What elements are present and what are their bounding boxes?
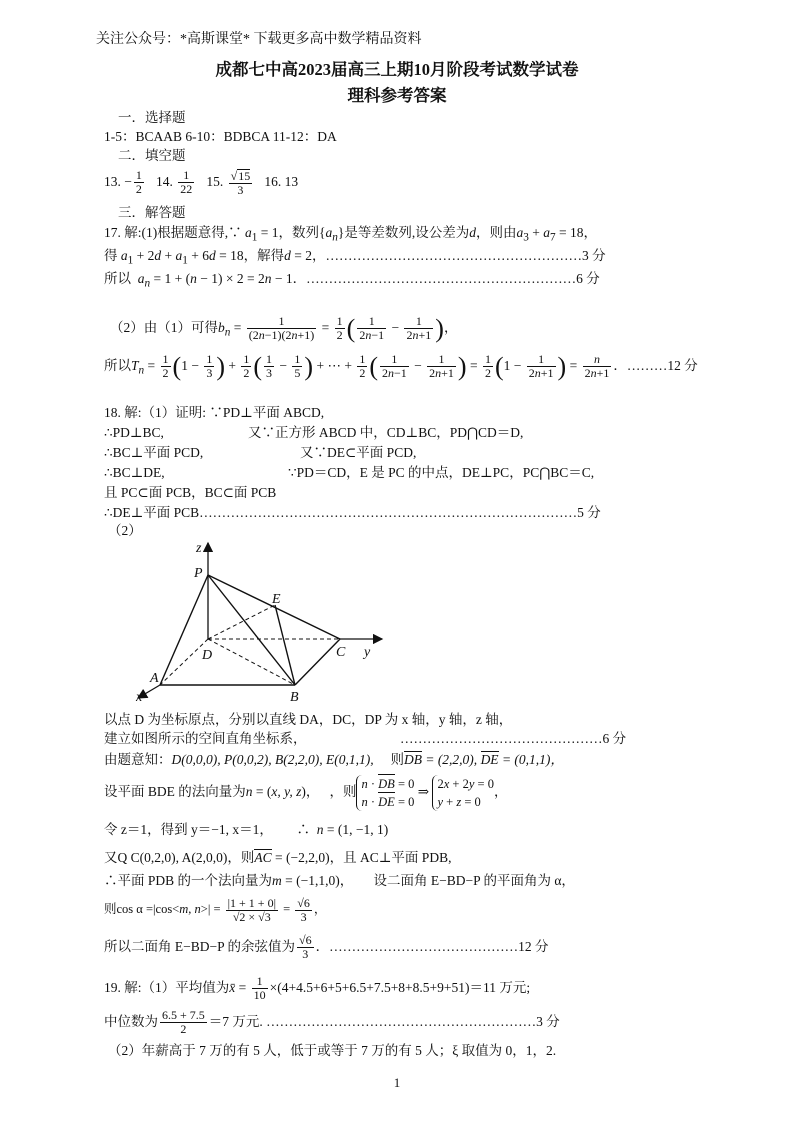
p18-line12: 令 z＝1，得到 y＝−1, x＝1， ∴ n = (1, −1, 1): [104, 822, 389, 837]
p19-line3: （2）年薪高于 7 万的有 5 人，低于或等于 7 万的有 5 人；ξ 取值为 0，1，2.: [108, 1043, 557, 1058]
label-B: B: [290, 690, 299, 705]
p18-line2b: 又∵正方形 ABCD 中，CD⊥BC，PD⋂CD＝D,: [248, 425, 524, 440]
p18-line7: （2）: [108, 523, 142, 538]
p18-line14: ∴平面 PDB 的一个法向量为m = (−1,1,0)， 设二面角 E−BD−P 的平面角为 α，: [104, 873, 575, 888]
label-A: A: [150, 671, 159, 686]
mc-answers: 1-5：BCAAB 6-10：BDBCA 11-12：DA: [104, 129, 337, 144]
p18-line3b: 又∵DE⊂平面 PCD,: [300, 445, 417, 460]
p17-line4: （2）由（1）可得$b_n$ = $\frac{1}{(2n-1)(2n+1)}$ = $\frac{1}{2}$ ( $\frac{1}{2n-1}$ − $\frac{1}{2n+1}$ )，: [110, 313, 458, 343]
p17-line2: 得 $a_1 + 2d + a_1 + 6d = 18$，解得d = 2，…………………………………………………3 分: [104, 248, 606, 267]
p17-line3: 所以 $a_n = 1 + (n - 1) \times 2 = 2n - 1$．……………………………………………………6 分: [104, 271, 600, 290]
p18-line2a: ∴PD⊥BC,: [104, 425, 164, 440]
label-z: z: [196, 541, 202, 556]
p18-line9a: 建立如图所示的空间直角坐标系，: [104, 731, 307, 746]
p18-line5: 且 PC⊂面 PCB，BC⊂面 PCB: [104, 485, 277, 500]
label-C: C: [336, 645, 346, 660]
p18-line4b: ∵PD＝CD，E 是 PC 的中点，DE⊥PC，PC⋂BC＝C,: [288, 465, 595, 480]
section-heading: 一．选择题: [118, 110, 186, 125]
label-y: y: [364, 645, 371, 660]
header-note: 关注公众号：*高斯课堂* 下载更多高中数学精品资料: [96, 32, 422, 47]
p18-line4a: ∴BC⊥DE,: [104, 465, 165, 480]
label-P: P: [194, 566, 203, 581]
page-title: 成都七中高2023届高三上期10月阶段考试数学试卷: [215, 60, 579, 79]
p18-line15: 则cos α =|cos<m, n>| = $\frac{|1 + 1 + 0|}{√2 \times √3}$ = $\frac{√6}{3}$ ，: [104, 895, 327, 924]
p19-line2: 中位数为 $\frac{6.5 + 7.5}{2}$ ＝7 万元. ……………………………………………………3 分: [104, 1008, 560, 1037]
p18-line13: 又Q C(0,2,0), A(2,0,0)，则AC = (−2,2,0)，且 AC⊥平面 PDB,: [104, 850, 452, 865]
section-heading: 二．填空题: [118, 148, 186, 163]
p17-line5: 所以$T_n$ = $\frac{1}{2}$ (1 − $\frac{1}{3}$ ) + $\frac{1}{2}$ ( $\frac{1}{3}$ − $\frac{1}{5}$ ) + ⋯ + $\frac{1}{2}$ ( $\frac{1}{2n-1}$ − $\frac{1}{2n+1}$ ) = $\frac{1}{2}$ (1 − $\frac{1}{2n+1}$ ) = $\frac{n}{2n+1}$ ．………12 分: [104, 351, 698, 381]
page-number: 1: [393, 1075, 401, 1090]
page-subtitle: 理科参考答案: [347, 86, 447, 105]
p18-line11: 设平面 BDE 的法向量为n = (x, y, z)， ，则n · DB = 0 n · DE = 0 ⇒ 2x + 2y = 0 y + z = 0，: [104, 777, 508, 809]
p19-line1: 19. 解:（1）平均值为x̄ = $\frac{1}{10}$ ×(4+4.5+6+5+6.5+7.5+8+8.5+9+51)＝11 万元;: [104, 974, 531, 1003]
p18-line10: 由题意知：D(0,0,0), P(0,0,2), B(2,2,0), E(0,1,1), 则DB = (2,2,0), DE = (0,1,1)，: [104, 752, 564, 767]
label-D: D: [202, 648, 213, 663]
p18-line16: 所以二面角 E−BD−P 的余弦值为 $\frac{√6}{3}$ ．……………………………………12 分: [104, 933, 549, 962]
label-E: E: [272, 592, 281, 607]
p18-line1: 18. 解:（1）证明: ∵PD⊥平面 ABCD,: [104, 405, 325, 420]
pyramid-figure: [130, 535, 390, 705]
label-x: x: [136, 690, 143, 705]
section-heading: 三．解答题: [118, 205, 186, 220]
p18-line3a: ∴BC⊥平面 PCD,: [104, 445, 204, 460]
fill-answers: 13. − $\frac{1}{2}$ 14. $\frac{1}{22}$ 15. $\frac{√15}{3}$ 16. 13: [104, 168, 299, 197]
p18-line9dots: ………………………………………6 分: [400, 731, 627, 746]
p17-line1: 17. 解:(1)根据题意得,∵ $a_1 = 1$，数列$\{a_n\}$是等差数列,设公差为d，则由$a_3 + a_7 = 18$，: [104, 225, 597, 244]
p18-line8: 以点 D 为坐标原点，分别以直线 DA，DC，DP 为 x 轴，y 轴，z 轴，: [104, 712, 513, 727]
p18-line6: ∴DE⊥平面 PCB…………………………………………………………………………5 分: [104, 505, 601, 520]
